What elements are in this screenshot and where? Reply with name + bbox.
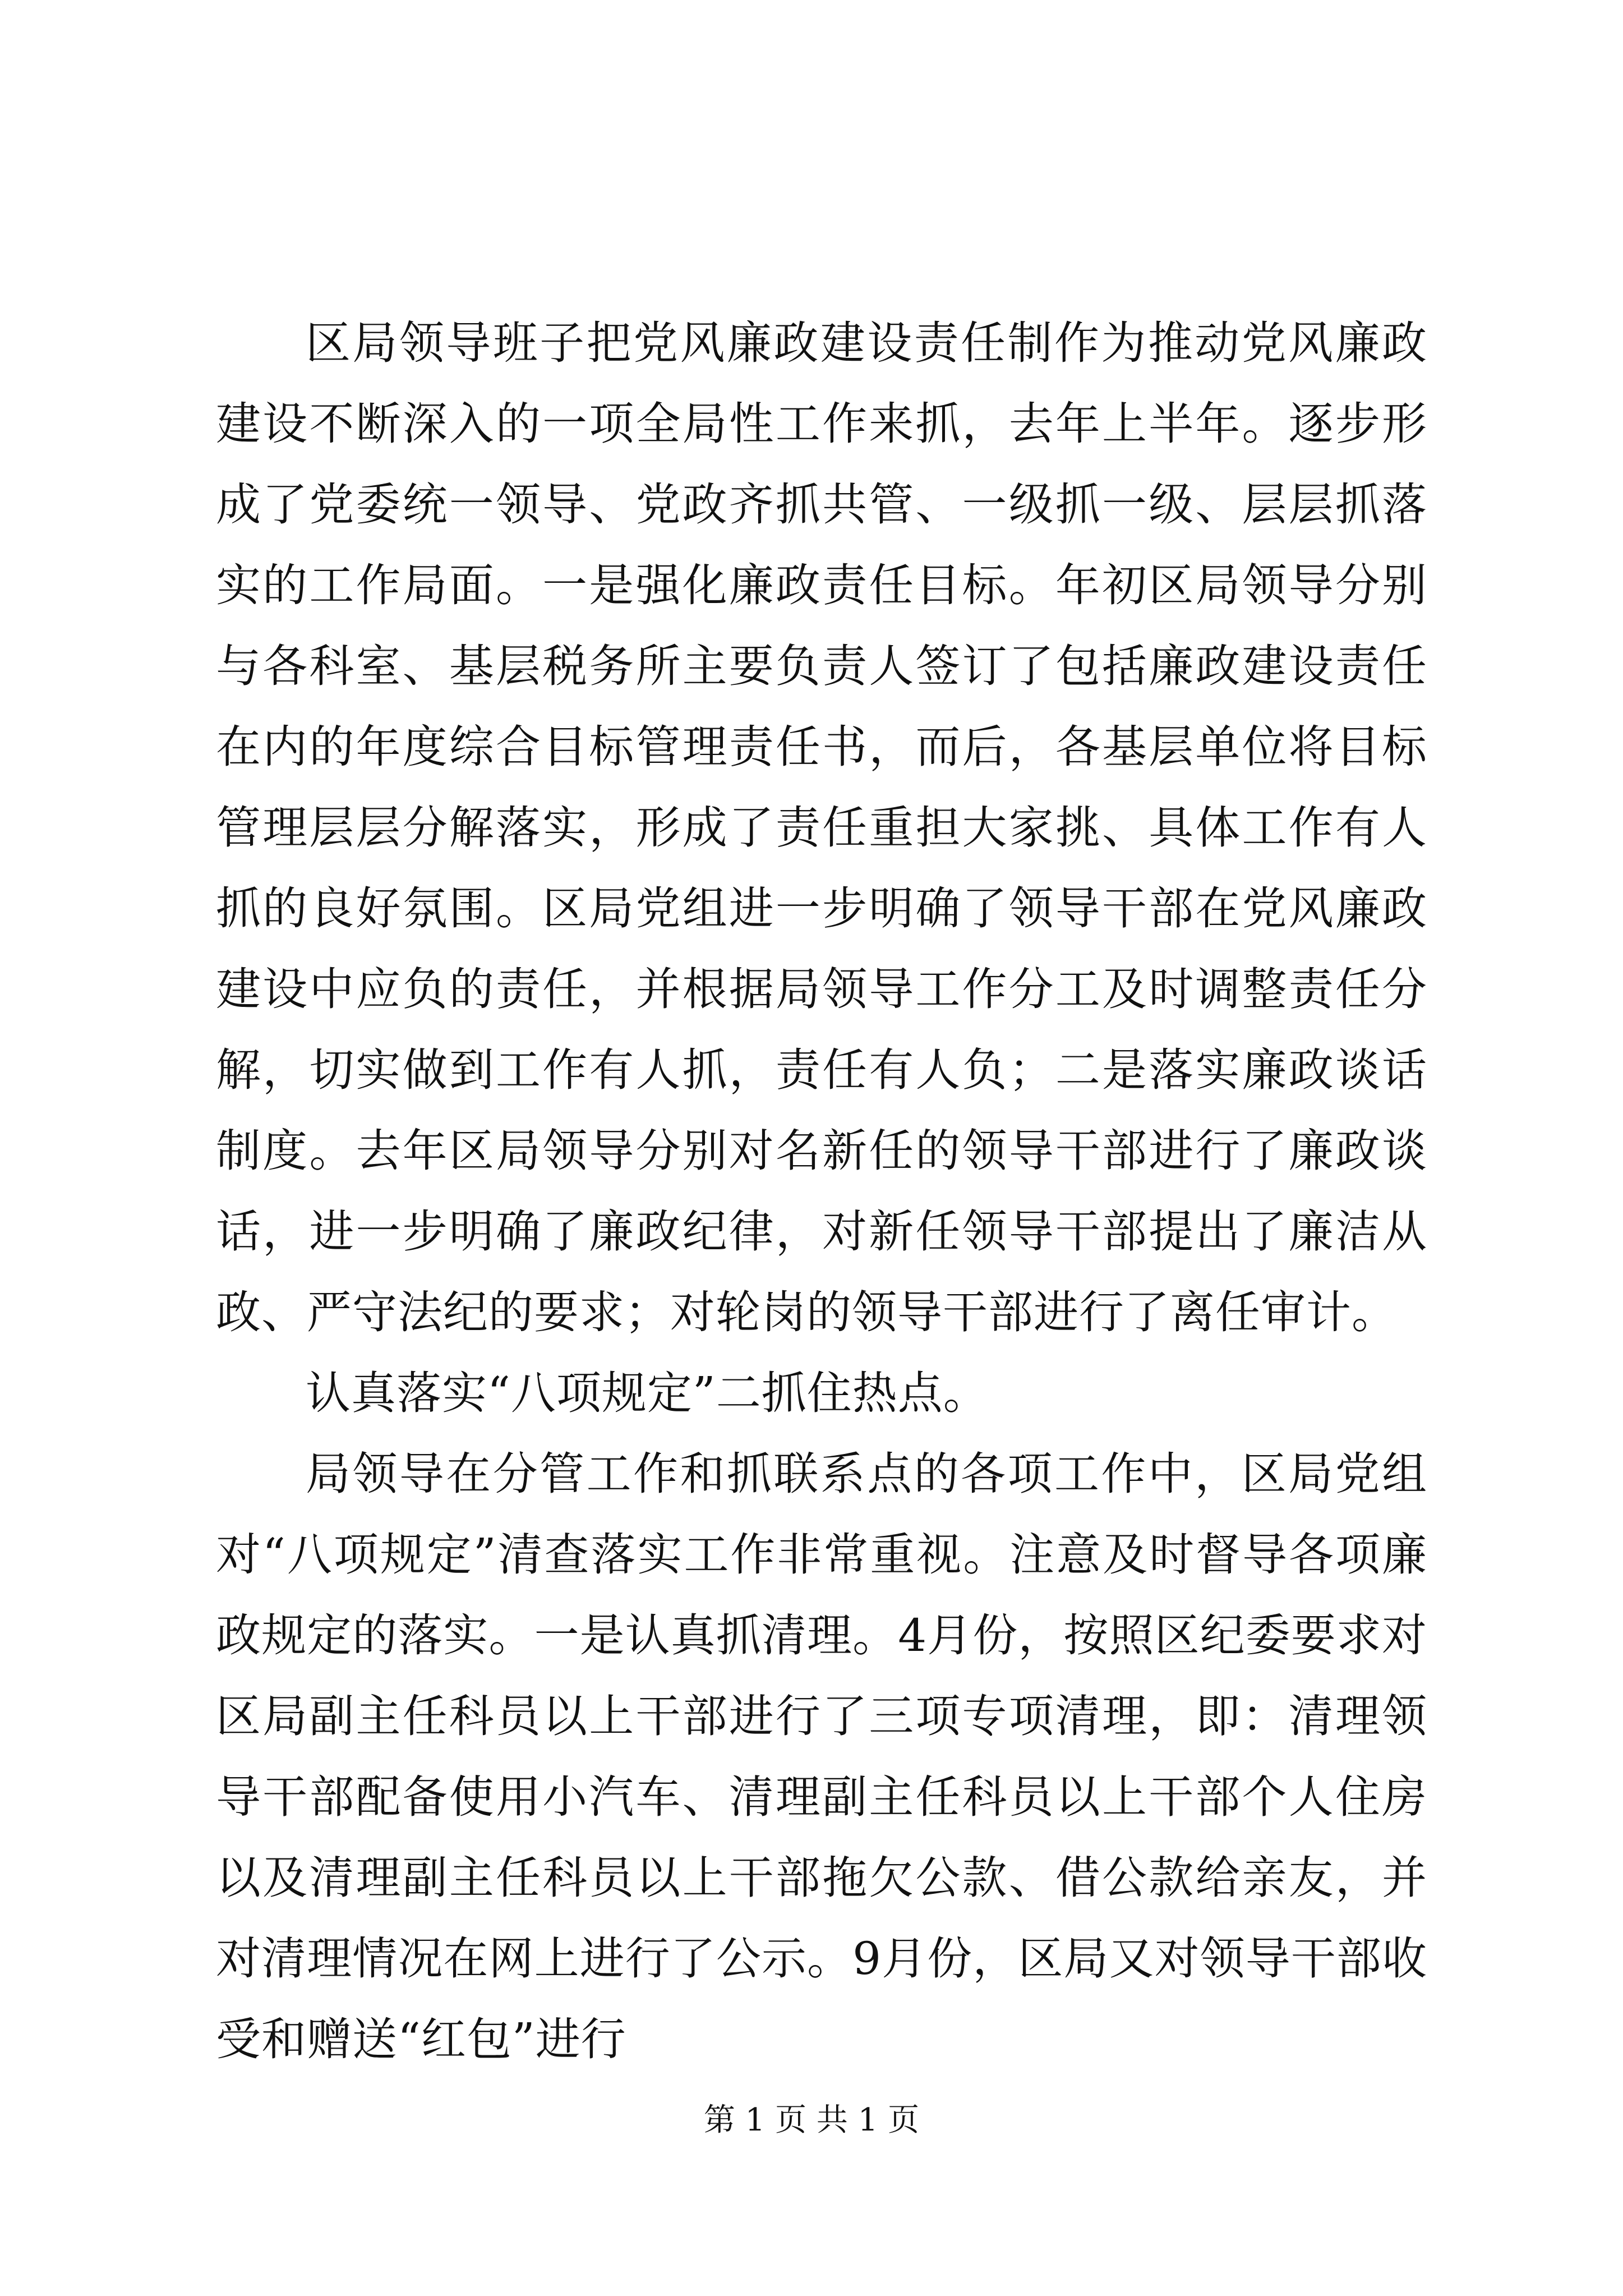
paragraph: 认真落实“八项规定”二抓住热点。 <box>306 1367 989 1419</box>
document-body <box>216 303 1427 2080</box>
paragraph: 局领导在分管工作和抓联系点的各项工作中，区局党组对“八项规定”清查落实工作非常重视。注意及时督导各项廉政规定的落实。一是认真抓清理。4月份，按照区纪委要求对区局副主任科员以上干部进行了三项专项清理，即：清理领导干部配备使用小汽车、清理副主任科员以上干部个人住房以及清理副主任科员以上干部拖欠公款、借公款给亲友，并对清理情况在网上进行了公示。9月份，区局又对领导干部收受和赠送“红包”进行 <box>216 1448 1427 2065</box>
paragraph: 区局领导班子把党风廉政建设责任制作为推动党风廉政建设不断深入的一项全局性工作来抓，去年上半年。逐步形成了党委统一领导、党政齐抓共管、一级抓一级、层层抓落实的工作局面。一是强化廉政责任目标。年初区局领导分别与各科室、基层税务所主要负责人签订了包括廉政建设责任在内的年度综合目标管理责任书，而后，各基层单位将目标管理层层分解落实，形成了责任重担大家挑、具体工作有人抓的良好氛围。区局党组进一步明确了领导干部在党风廉政建设中应负的责任，并根据局领导工作分工及时调整责任分解，切实做到工作有人抓，责任有人负；二是落实廉政谈话制度。去年区局领导分别对名新任的领导干部进行了廉政谈话，进一步明确了廉政纪律，对新任领导干部提出了廉洁从政、严守法纪的要求；对轮岗的领导干部进行了离任审计。 <box>216 317 1427 1338</box>
page-footer: 第 1 页 共 1 页 <box>703 2102 920 2138</box>
